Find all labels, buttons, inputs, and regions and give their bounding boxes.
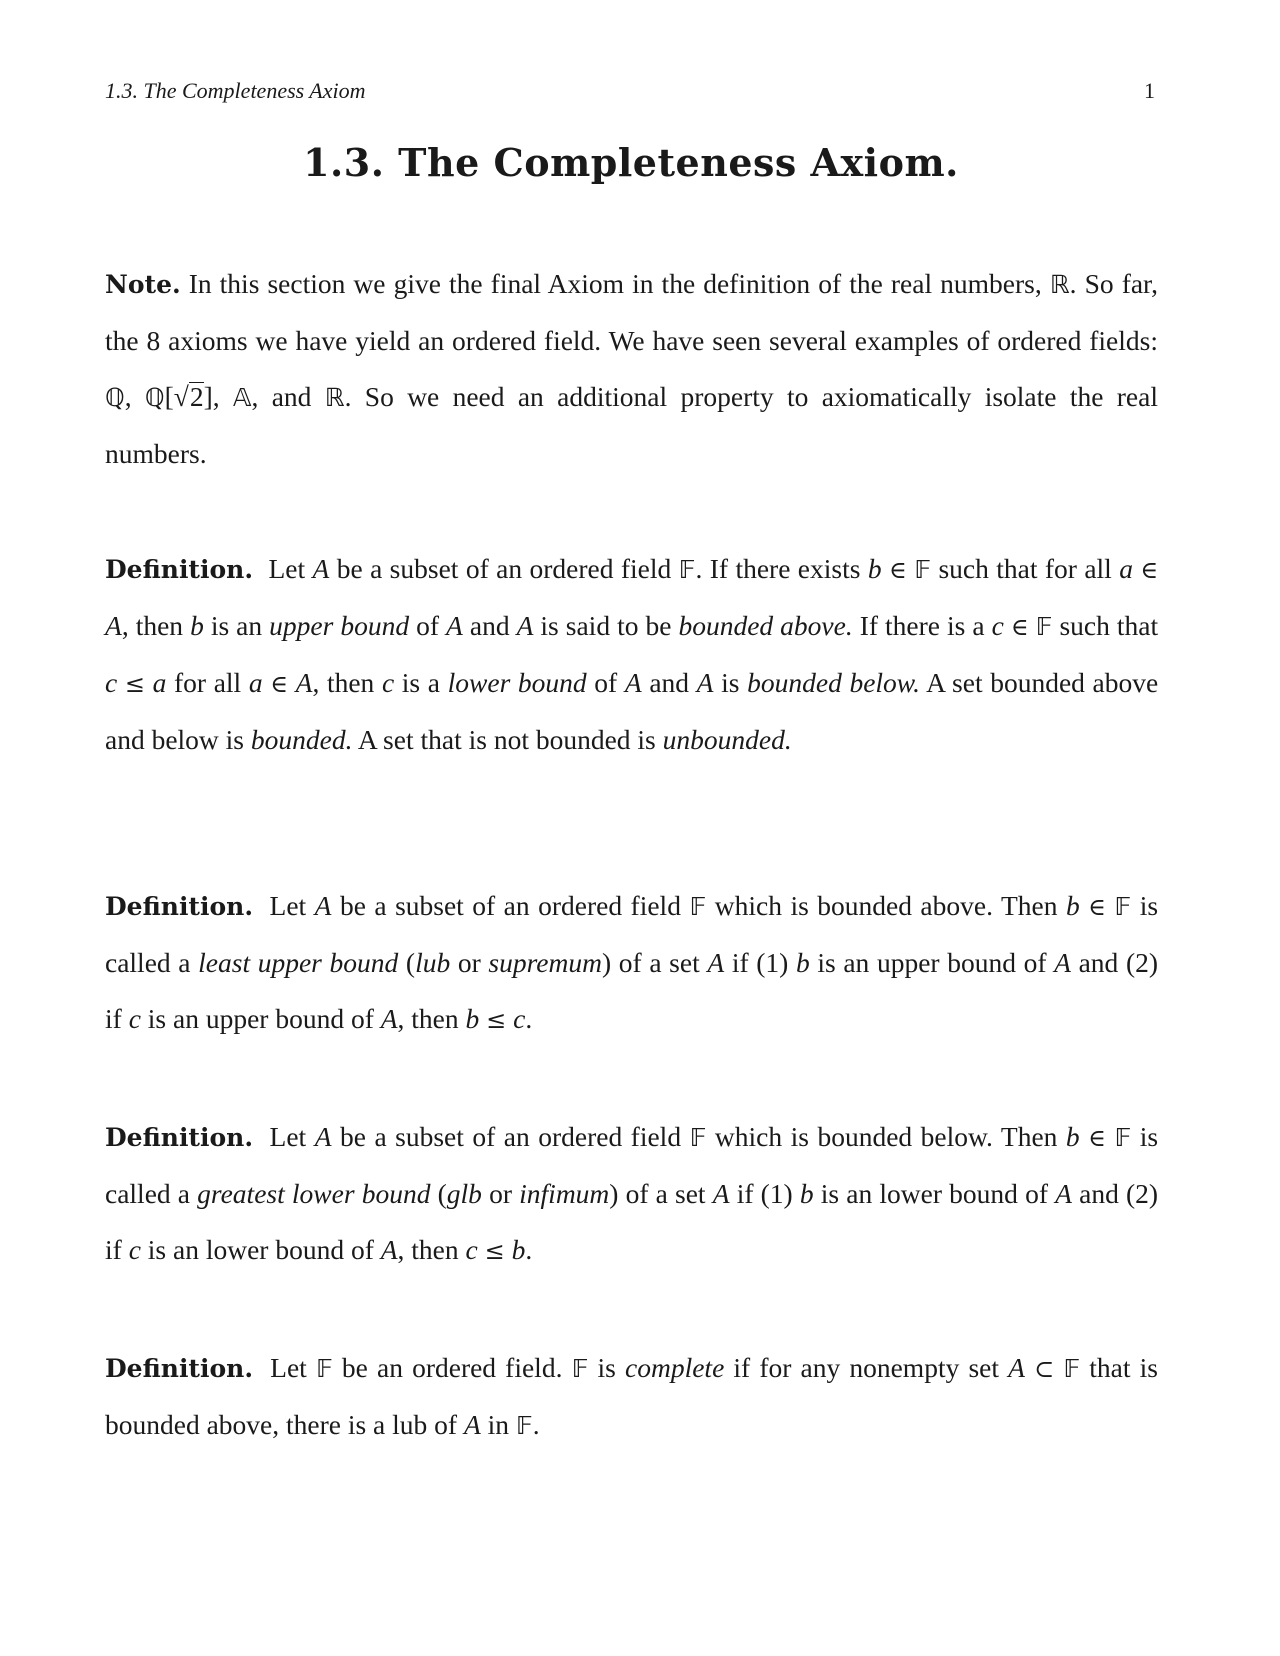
text: Let (270, 1352, 307, 1383)
term-bounded-above: bounded above. (678, 610, 853, 641)
math-symbol: ≤ (486, 1006, 507, 1034)
math-var: A (380, 1234, 398, 1265)
math-symbol: ⊂ (1034, 1355, 1055, 1383)
math-var: b (1065, 1121, 1080, 1152)
definition-glb (105, 1109, 1158, 1279)
text: for all (174, 667, 242, 698)
definition-bounds (105, 541, 1158, 768)
text: . If there exists (695, 553, 861, 584)
text: of (416, 610, 440, 641)
math-var: A (624, 667, 642, 698)
term-supremum: supremum (488, 947, 602, 978)
text: be an ordered field. (341, 1352, 563, 1383)
math-var: A (463, 1409, 481, 1440)
math-var: A (696, 667, 714, 698)
math-symbol: 𝔽 (315, 1354, 333, 1383)
math-var: c (105, 667, 118, 698)
text: , then (397, 1234, 459, 1265)
math-var: A (1054, 947, 1071, 978)
text: is an (210, 610, 263, 641)
term-least-upper-bound: least upper bound (198, 947, 399, 978)
math-symbol: ℝ (1049, 270, 1070, 299)
definition-complete (105, 1340, 1158, 1454)
text: if (1) (736, 1178, 793, 1209)
math-symbol: ∈ (1088, 1124, 1106, 1152)
term-bounded: bounded. (250, 724, 353, 755)
math-var: A (1008, 1352, 1025, 1383)
note-lead: Note. (105, 270, 181, 299)
math-var: c (513, 1003, 526, 1034)
text: In this section we give the final Axiom in the definition of the real numbers, (188, 268, 1042, 299)
text: , then (121, 610, 184, 641)
definition-lead: Definition. (105, 1123, 254, 1152)
text: is an upper bound of (817, 947, 1047, 978)
math-symbol: 𝔽 (571, 1354, 589, 1383)
math-var: A (105, 610, 122, 641)
math-symbol: ∈ (1140, 556, 1159, 584)
math-var: A (446, 610, 463, 641)
math-symbol: 𝔽 (678, 555, 696, 584)
math-var: b (1065, 890, 1080, 921)
text: be a subset of an ordered field (339, 890, 681, 921)
text: that is bounded above, there is a lub of (105, 1352, 1158, 1440)
text: is an lower bound of (820, 1178, 1048, 1209)
text: and (2) if (105, 1178, 1159, 1265)
text: is said to be (540, 610, 672, 641)
math-var: c (465, 1234, 478, 1265)
math-var: b (795, 947, 810, 978)
text: which is bounded below. Then (714, 1121, 1058, 1152)
text: is (721, 667, 740, 698)
text: if (1) (731, 947, 789, 978)
math-symbol: 𝔽 (914, 555, 932, 584)
section-title: 1.3. The Completeness Axiom. (303, 140, 959, 185)
text: , and (251, 381, 325, 412)
math-var: a (248, 667, 263, 698)
math-symbol: ∈ (1010, 613, 1029, 641)
text: A set that is not bounded is (357, 724, 656, 755)
term-infimum: infimum (519, 1178, 610, 1209)
text: such that for all (938, 553, 1112, 584)
math-symbol: ∈ (889, 556, 907, 584)
math-var: A (707, 947, 725, 978)
text: Let (268, 553, 306, 584)
text: is (597, 1352, 616, 1383)
math-var: b (799, 1178, 814, 1209)
text: [√ (164, 381, 189, 412)
term-greatest-lower-bound: greatest lower bound (197, 1178, 431, 1209)
math-var: A (380, 1003, 398, 1034)
text: . (532, 1409, 540, 1440)
math-var: b (190, 610, 204, 641)
running-header (105, 78, 1155, 104)
running-title: 1.3. The Completeness Axiom (105, 78, 366, 103)
math-var: A (516, 610, 534, 641)
text: if for any nonempty set (733, 1352, 1000, 1383)
math-symbol: ∈ (270, 670, 288, 698)
math-var: A (295, 667, 313, 698)
math-symbol: ≤ (124, 670, 145, 698)
math-var: A (1055, 1178, 1072, 1209)
text: . So we need an additional property to axiomatically isolate the real numbers. (105, 381, 1158, 469)
text: ], (203, 381, 233, 412)
text: , then (397, 1003, 459, 1034)
definition-lub (105, 878, 1158, 1048)
math-symbol: 𝔸 (232, 383, 252, 412)
text: such that (1059, 610, 1159, 641)
text: is called a (105, 890, 1159, 978)
math-var: c (381, 667, 395, 698)
term-lower-bound: lower bound (447, 667, 587, 698)
math-var: b (465, 1003, 480, 1034)
math-var: a (1119, 553, 1133, 584)
text: or (457, 947, 481, 978)
definition-lead: Definition. (105, 555, 254, 584)
text: ) of a set (601, 947, 700, 978)
text: Let (269, 890, 307, 921)
text: , then (312, 667, 375, 698)
term-upper-bound: upper bound (269, 610, 410, 641)
term-lub: lub (415, 947, 451, 978)
text: If there is a (859, 610, 985, 641)
term-bounded-below: bounded below. (747, 667, 920, 698)
math-var: a (152, 667, 167, 698)
note-paragraph (105, 256, 1158, 482)
math-symbol: ℚ (105, 383, 125, 412)
term-complete: complete (625, 1352, 725, 1383)
term-glb: glb (446, 1178, 482, 1209)
math-symbol: 𝔽 (515, 1411, 533, 1440)
math-symbol: 2 (189, 381, 204, 412)
text: which is bounded above. Then (714, 890, 1058, 921)
text: ) of a set (609, 1178, 706, 1209)
math-var: A (712, 1178, 730, 1209)
math-var: A (312, 553, 330, 584)
text: Let (269, 1121, 307, 1152)
term-unbounded: unbounded. (662, 724, 792, 755)
math-symbol: ℚ (144, 383, 165, 412)
text: , (124, 381, 145, 412)
definition-lead: Definition. (105, 892, 254, 921)
text: . So far, the 8 axioms we have yield an ordered field. We have seen several examples of ordered fields: (105, 268, 1158, 356)
text: is called a (105, 1121, 1159, 1209)
text: ( (405, 947, 416, 978)
math-var: c (128, 1003, 141, 1034)
text: is an lower bound of (147, 1234, 374, 1265)
text: be a subset of an ordered field (340, 1121, 682, 1152)
math-symbol: 𝔽 (689, 892, 707, 921)
text: be a subset of an ordered field (336, 553, 672, 584)
text: of (594, 667, 618, 698)
text: in (487, 1409, 510, 1440)
math-var: b (867, 553, 882, 584)
math-var: c (128, 1234, 141, 1265)
text: A set bounded above and below is (105, 667, 1159, 755)
math-var: A (314, 1121, 332, 1152)
text: is an upper bound of (147, 1003, 374, 1034)
math-symbol: 𝔽 (1114, 1123, 1132, 1152)
text: . (525, 1003, 533, 1034)
math-symbol: ∈ (1088, 893, 1106, 921)
math-symbol: ≤ (484, 1237, 505, 1265)
text: . (525, 1234, 533, 1265)
text: or (489, 1178, 512, 1209)
math-var: b (511, 1234, 526, 1265)
definition-lead: Definition. (105, 1354, 254, 1383)
math-symbol: 𝔽 (1114, 892, 1132, 921)
math-var: A (314, 890, 332, 921)
page-number: 1 (1144, 78, 1155, 103)
math-symbol: ℝ (324, 383, 345, 412)
math-var: c (991, 610, 1004, 641)
text: is a (401, 667, 440, 698)
math-symbol: 𝔽 (1063, 1354, 1081, 1383)
text: ( (437, 1178, 447, 1209)
text: and (2) if (105, 947, 1159, 1034)
math-symbol: 𝔽 (689, 1123, 707, 1152)
text: and (649, 667, 690, 698)
math-symbol: 𝔽 (1035, 612, 1053, 641)
text: and (469, 610, 510, 641)
